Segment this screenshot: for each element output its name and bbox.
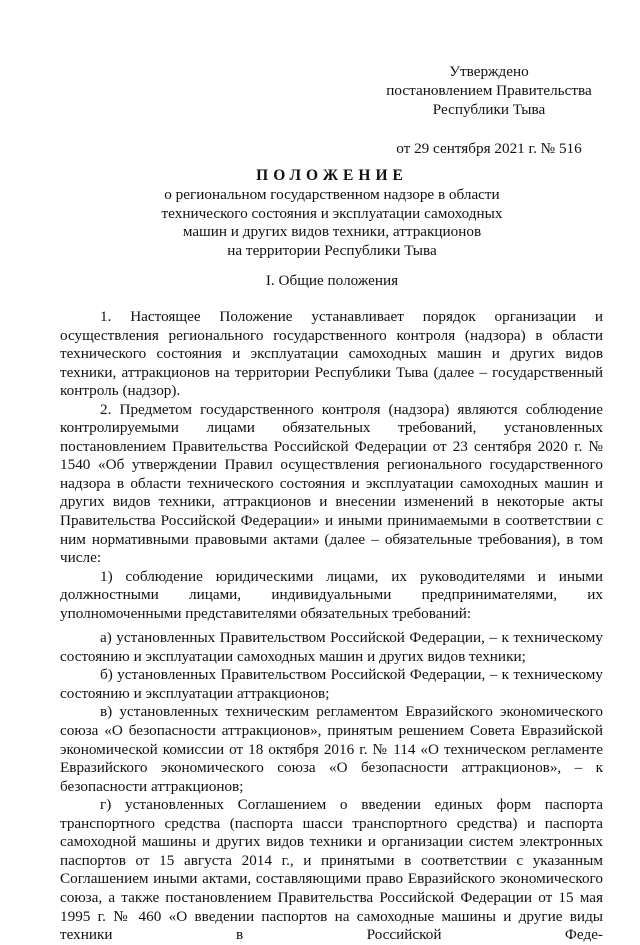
subitem-c: в) установленных техническим регламентом Евразийского экономического союза «О безопасности аттракционов», принятым решением Совета Евразийской экономической комиссии от 18 октября 2016 г. № 114 «О техническом регламенте Евразийского экономического союза «О безопасности аттракционов», – к безопасности аттракционов; bbox=[60, 703, 603, 795]
title-line-4: на территории Республики Тыва bbox=[227, 241, 437, 259]
title-heading: ПОЛОЖЕНИЕ bbox=[256, 167, 408, 184]
subitem-b: б) установленных Правительством Российской Федерации, – к техническому состоянию и эксплуатации аттракционов; bbox=[60, 666, 603, 702]
paragraph-1: 1. Настоящее Положение устанавливает порядок организации и осуществления регионального государственного контроля (надзора) в области технического состояния и эксплуатации самоходных машин и других видов техники, аттракционов на территории Республики Тыва (далее – государственный контроль (надзор). bbox=[60, 308, 603, 400]
subitem-a: а) установленных Правительством Российской Федерации, – к техническому состоянию и эксплуатации самоходных машин и других видов техники; bbox=[60, 629, 603, 665]
title-line-2: технического состояния и эксплуатации самоходных bbox=[161, 204, 503, 222]
approval-line-1: Утверждено bbox=[449, 63, 529, 80]
title-line-3: машин и других видов техники, аттракционов bbox=[182, 223, 482, 241]
document-title bbox=[60, 167, 604, 260]
subitem-d: г) установленных Соглашением о введении единых форм паспорта транспортного средства (паспорта шасси транспортного средства) и паспорта самоходной машины и других видов техники и организации систем электронных паспортов от 15 августа 2014 г., и принятыми в соответствии с указанным Соглашением иными актами, составляющими право Евразийского экономического союза, а также постановлением Правительства Российской Федерации от 15 мая 1995 г. № 460 «О введении паспортов на самоходные машины и другие виды техники в Российской Феде- bbox=[60, 796, 603, 944]
title-line-1: о региональном государственном надзоре в области bbox=[164, 186, 500, 204]
approval-stamp bbox=[375, 62, 603, 158]
paragraph-2: 2. Предметом государственного контроля (надзора) являются соблюдение контролируемыми лицами обязательных требований, установленных постановлением Правительства Российской Федерации от 23 сентября 2020 г. № 1540 «Об утверждении Правил осуществления регионального государственного надзора в области технического состояния и эксплуатации самоходных машин и других видов техники, аттракционов и внесении изменений в некоторые акты Правительства Российской Федерации» и иными принимаемыми в соответствии с ним нормативными правовыми актами (далее – обязательные требования), в том числе: bbox=[60, 400, 603, 567]
approval-line-2: постановлением Правительства bbox=[386, 82, 592, 99]
section-title: I. Общие положения bbox=[265, 272, 399, 289]
paragraph-2-item-1: 1) соблюдение юридическими лицами, их руководителями и иными должностными лицами, индивидуальными предпринимателями, их уполномоченными представителями обязательных требований: bbox=[60, 567, 603, 622]
approval-date: от 29 сентября 2021 г. № 516 bbox=[396, 140, 582, 157]
document-body bbox=[60, 308, 603, 945]
approval-line-3: Республики Тыва bbox=[432, 101, 546, 118]
